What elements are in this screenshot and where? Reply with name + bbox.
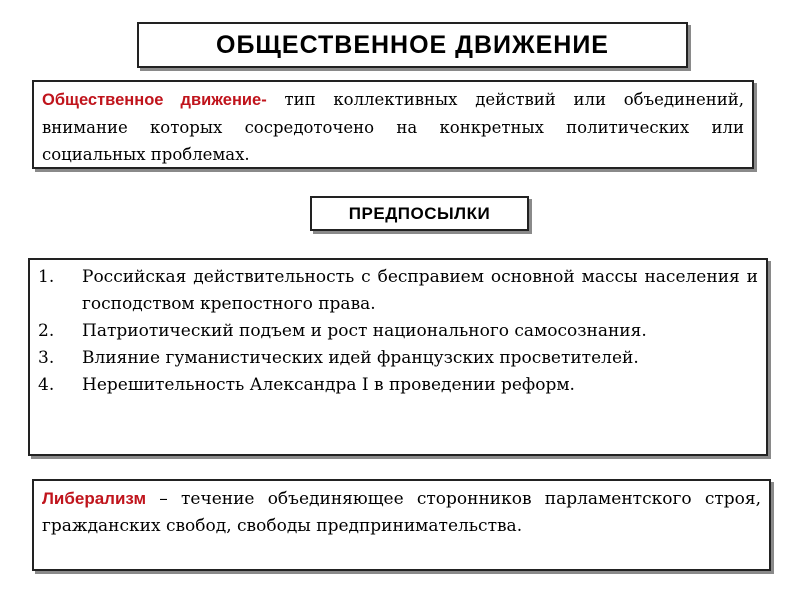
prerequisites-heading-box (310, 196, 529, 231)
list-item-text: Нерешительность Александра I в проведении реформ. (82, 375, 575, 395)
list-item-number: 2. (38, 321, 55, 341)
list-item (38, 372, 758, 399)
liberalism-box (32, 479, 771, 571)
definition-box (32, 80, 754, 169)
list-item (38, 264, 758, 318)
slide-title-box (137, 22, 688, 68)
list-item-text: Патриотический подъем и рост национального самосознания. (82, 321, 647, 341)
list-item-number: 4. (38, 375, 55, 395)
prerequisites-list (38, 264, 758, 399)
definition-text: тип коллективных действий или объединений, внимание которых сосредоточено на конкретных политических или социальных проблемах. (42, 90, 744, 164)
list-item (38, 345, 758, 372)
liberalism-term: Либерализм (42, 489, 147, 508)
prerequisites-heading: ПРЕДПОСЫЛКИ (348, 203, 491, 223)
slide-title: ОБЩЕСТВЕННОЕ ДВИЖЕНИЕ (216, 30, 609, 59)
prerequisites-list-box (28, 258, 768, 456)
list-item-text: Российская действительность с бесправием основной массы населения и господством крепостного права. (82, 267, 758, 314)
list-item-number: 3. (38, 348, 55, 368)
list-item-text: Влияние гуманистических идей французских просветителей. (82, 348, 639, 368)
list-item-number: 1. (38, 267, 55, 287)
definition-term: Общественное движение- (42, 91, 267, 109)
liberalism-text: – течение объединяющее сторонников парламентского строя, гражданских свобод, свободы предпринимательства. (42, 489, 761, 536)
list-item (38, 318, 758, 345)
